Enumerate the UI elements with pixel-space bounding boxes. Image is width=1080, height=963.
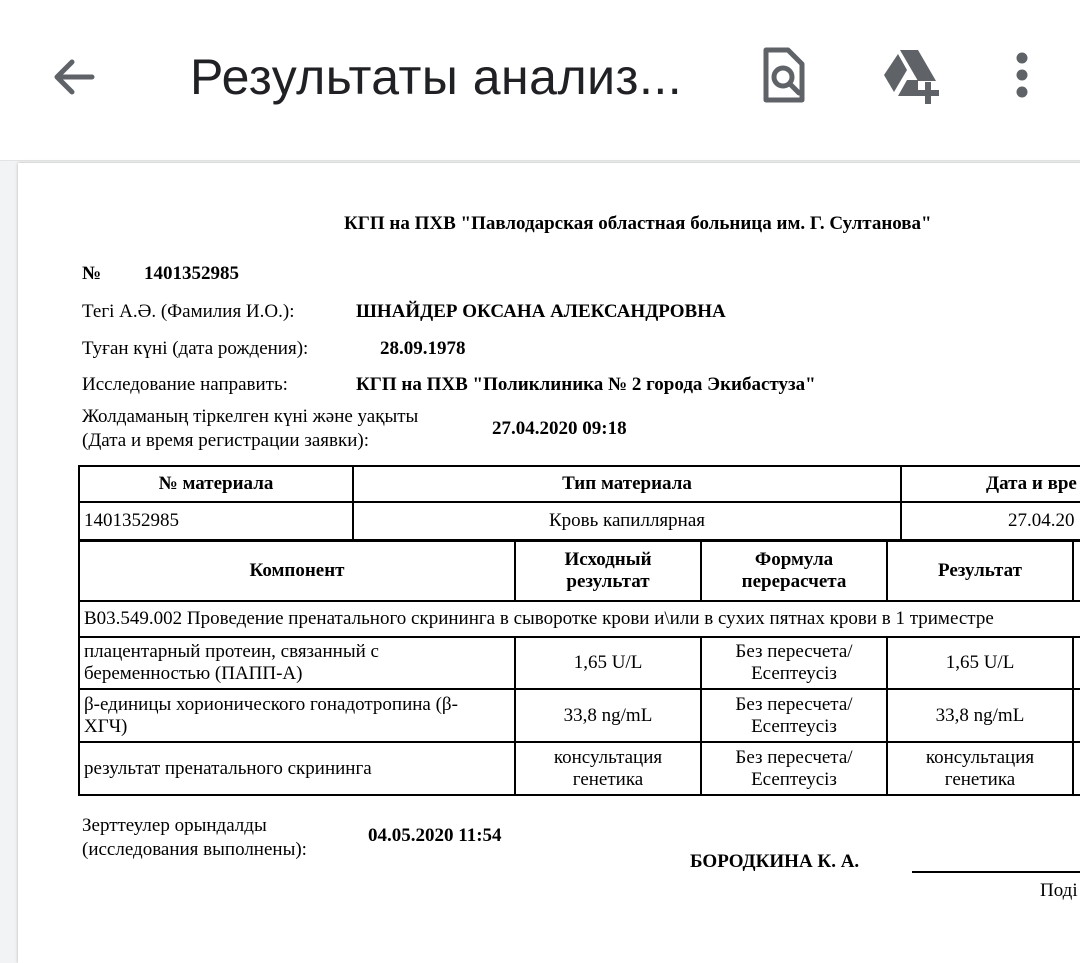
completed-label-kz: Зерттеулер орындалды (82, 815, 267, 836)
completed-label-ru: (исследования выполнены): (82, 839, 307, 860)
registration-value: 27.04.2020 09:18 (492, 418, 627, 439)
signature-label: Поді (1040, 880, 1078, 901)
material-number-header: № материала (79, 466, 353, 502)
result-value: 1,65 U/L (887, 637, 1073, 689)
birth-label: Туған күні (дата рождения): (82, 338, 309, 359)
source-value: консультация генетика (515, 742, 701, 795)
table-row (79, 689, 1080, 742)
results-table-header (79, 541, 1080, 601)
formula-value: Без пересчета/ Есептеусіз (701, 637, 887, 689)
formula-header: Формула перерасчета (701, 541, 887, 601)
component-name: результат пренатального скрининга (79, 742, 515, 795)
component-name: плацентарный протеин, связанный с беременностью (ПАПП-А) (79, 637, 515, 689)
material-type: Кровь капиллярная (353, 502, 901, 540)
find-in-page-icon (752, 44, 816, 108)
lab-report (18, 163, 1080, 963)
organization-name: КГП на ПХВ "Павлодарская областная больница им. Г. Султанова" (344, 213, 932, 234)
material-number: 1401352985 (79, 502, 353, 540)
section-row (79, 601, 1080, 637)
direct-label: Исследование направить: (82, 374, 288, 395)
result-header: Результат (887, 541, 1073, 601)
formula-value: Без пересчета/ Есептеусіз (701, 689, 887, 742)
birth-value: 28.09.1978 (380, 338, 466, 359)
material-date: 27.04.20 (901, 502, 1080, 540)
material-date-header: Дата и вре (901, 466, 1080, 502)
source-result-header: Исходный результат (515, 541, 701, 601)
result-value: консультация генетика (887, 742, 1073, 795)
table-row (79, 742, 1080, 795)
direct-value: КГП на ПХВ "Поликлиника № 2 города Экибастуза" (356, 374, 816, 395)
add-to-drive-button[interactable] (878, 44, 942, 108)
surname-value: ШНАЙДЕР ОКСАНА АЛЕКСАНДРОВНА (356, 301, 726, 322)
table-row (79, 637, 1080, 689)
source-value: 33,8 ng/mL (515, 689, 701, 742)
number-value: 1401352985 (144, 263, 239, 284)
find-in-page-button[interactable] (752, 44, 816, 108)
arrow-back-icon (46, 50, 100, 104)
material-type-header: Тип материала (353, 466, 901, 502)
component-name: β-единицы хорионического гонадотропина (β- ХГЧ) (79, 689, 515, 742)
material-row (79, 502, 1080, 540)
number-label: № (82, 263, 102, 284)
more-vert-icon (990, 44, 1054, 108)
component-header: Компонент (79, 541, 515, 601)
material-table (78, 465, 1080, 541)
section-title: B03.549.002 Проведение пренатального скрининга в сыворотке крови и\или в сухих пятнах крови в 1 триместре (79, 601, 1080, 637)
surname-label: Тегі А.Ә. (Фамилия И.О.): (82, 301, 295, 322)
material-table-header (79, 466, 1080, 502)
extra-header (1073, 541, 1080, 601)
source-value: 1,65 U/L (515, 637, 701, 689)
app-bar (0, 0, 1080, 161)
signature-line (912, 871, 1080, 873)
back-button[interactable] (46, 50, 100, 104)
results-table (78, 540, 1080, 796)
add-to-drive-icon (878, 44, 942, 108)
completed-value: 04.05.2020 11:54 (368, 825, 502, 846)
document-title: Результаты анализ... (190, 49, 683, 105)
formula-value: Без пересчета/ Есептеусіз (701, 742, 887, 795)
document-page[interactable] (18, 163, 1080, 963)
registration-label-ru: (Дата и время регистрации заявки): (82, 430, 369, 451)
registration-label-kz: Жолдаманың тіркелген күні және уақыты (82, 406, 419, 427)
more-options-button[interactable] (990, 44, 1054, 108)
signer-name: БОРОДКИНА К. А. (690, 851, 860, 872)
result-value: 33,8 ng/mL (887, 689, 1073, 742)
